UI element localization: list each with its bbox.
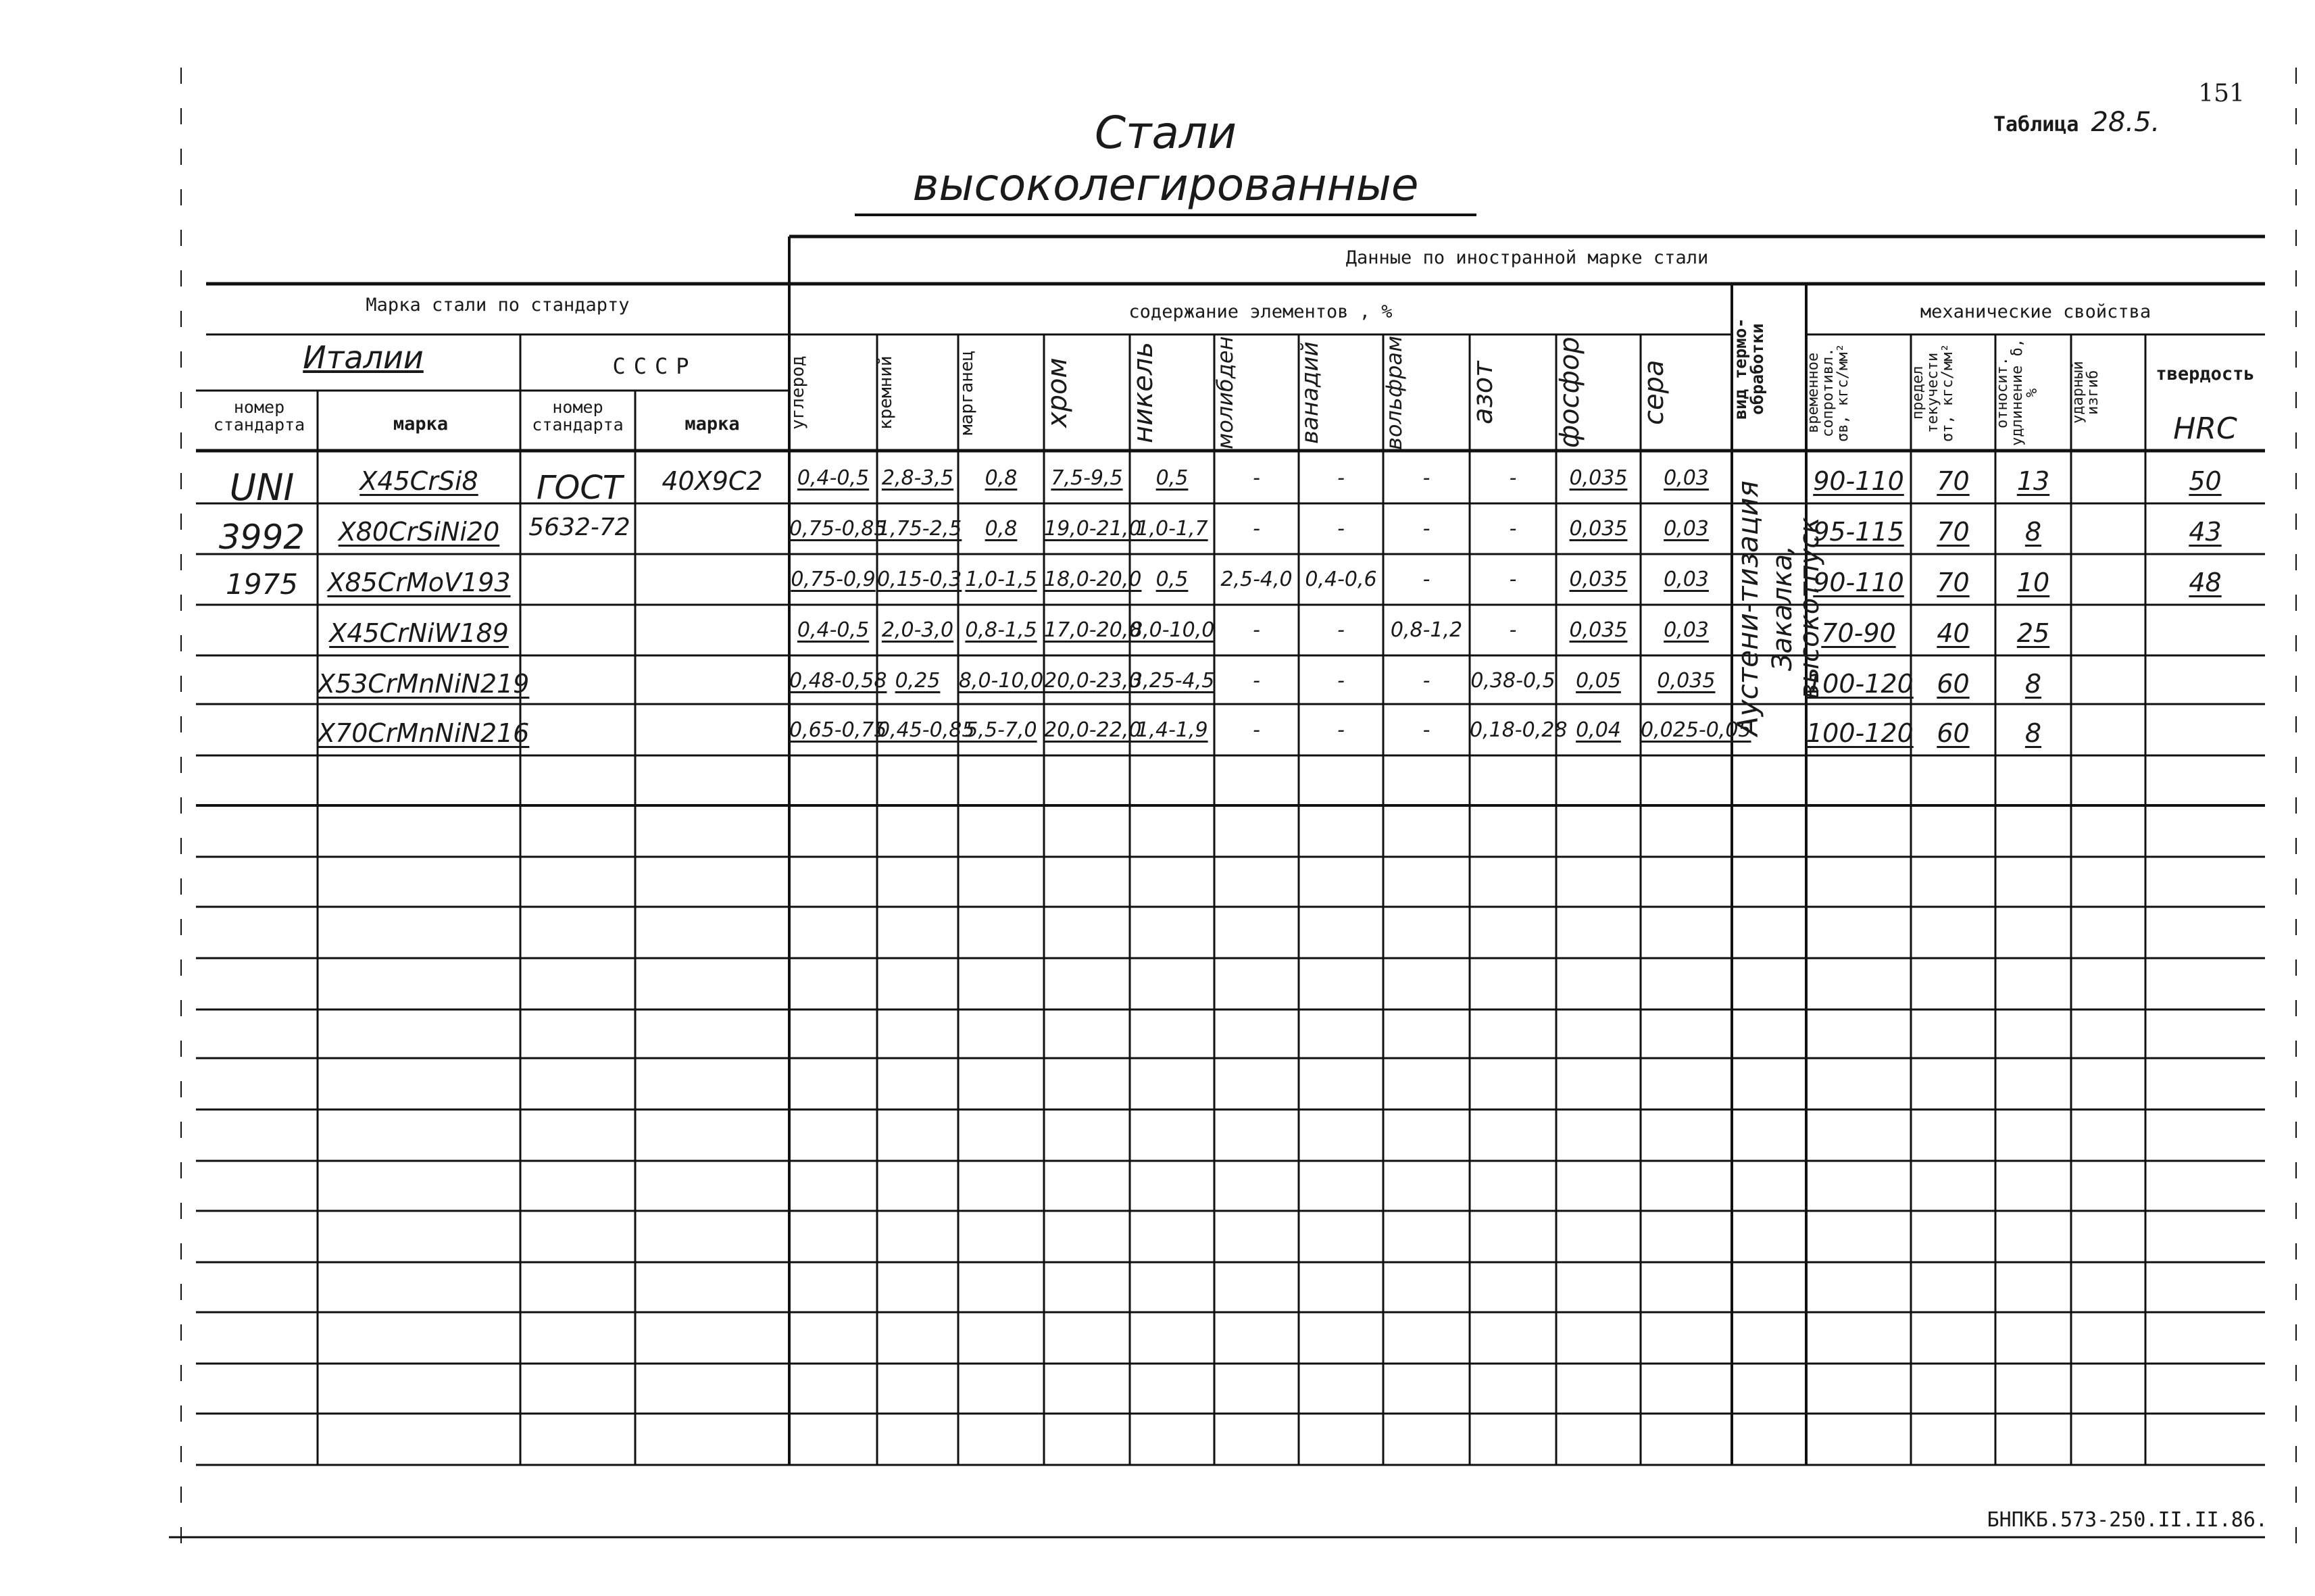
row-4-phosphorus: 0,035 <box>1569 618 1628 642</box>
row-4-nitrogen: - <box>1509 618 1517 642</box>
row-5-yield: 60 <box>1937 669 1970 699</box>
row-2-silicon: 1,75-2,5 <box>877 517 962 541</box>
row-4-vanadium: - <box>1337 618 1345 642</box>
row-3-molybdenum: 2,5-4,0 <box>1220 568 1293 591</box>
row-6-manganese: 5,5-7,0 <box>965 718 1037 742</box>
row-3-manganese: 1,0-1,5 <box>965 568 1037 591</box>
document-title: Стали высоколегированные <box>855 107 1476 216</box>
row-6-chromium: 20,0-22,0 <box>1044 718 1142 742</box>
row-5-grade: X53CrMnNiN219 <box>318 669 530 699</box>
row-3-grade: X85CrMoV193 <box>327 568 511 597</box>
row-2-molybdenum: - <box>1253 517 1260 541</box>
row-1-silicon: 2,8-3,5 <box>881 466 954 490</box>
row-1-grade: X45CrSi8 <box>359 466 478 496</box>
row-1-vanadium: - <box>1337 466 1345 490</box>
row-4-tensile: 70-90 <box>1821 618 1896 648</box>
heat-treatment-quench <box>1767 466 1825 750</box>
header-ussr-std-number: номер стандарта <box>532 397 624 435</box>
row-5-chromium: 20,0-23,0 <box>1044 669 1142 693</box>
row-3-tensile: 90-110 <box>1813 568 1904 597</box>
heat-treatment-part-3: Закалка, <box>1767 545 1798 671</box>
row-1-nickel: 0,5 <box>1155 466 1189 490</box>
row-6-elongation: 8 <box>2024 718 2042 748</box>
row-1-carbon: 0,4-0,5 <box>797 466 870 490</box>
row-5-silicon: 0,25 <box>895 669 941 693</box>
heat-treatment-part-1: Аустени- <box>1731 603 1764 736</box>
row-3-yield: 70 <box>1937 568 1970 597</box>
row-3-silicon: 0,15-0,3 <box>877 568 962 591</box>
header-silicon: кремний <box>876 355 896 430</box>
table-label: Таблица <box>1993 113 2079 136</box>
row-4-carbon: 0,4-0,5 <box>797 618 870 642</box>
header-chromium: хром <box>1042 357 1073 428</box>
row-3-tungsten: - <box>1422 568 1430 591</box>
row-4-yield: 40 <box>1937 618 1970 648</box>
row-3-vanadium: 0,4-0,6 <box>1305 568 1377 591</box>
row-2-phosphorus: 0,035 <box>1569 517 1628 541</box>
row-1-chromium: 7,5-9,5 <box>1051 466 1123 490</box>
row-4-chromium: 17,0-20,0 <box>1044 618 1142 642</box>
row-5-molybdenum: - <box>1253 669 1260 693</box>
row-2-hardness: 43 <box>2189 517 2222 547</box>
row-1-yield: 70 <box>1937 466 1970 496</box>
row-2-sulfur: 0,03 <box>1664 517 1709 541</box>
header-tensile: временное сопротивл. σв, кгс/мм² <box>1805 343 1851 442</box>
row-1-molybdenum: - <box>1253 466 1260 490</box>
row-4-nickel: 8,0-10,0 <box>1130 618 1215 642</box>
row-5-vanadium: - <box>1337 669 1345 693</box>
row-1-tensile: 90-110 <box>1813 466 1904 496</box>
row-3-phosphorus: 0,035 <box>1569 568 1628 591</box>
row-1-ussr-grade: 40Х9С2 <box>662 466 763 496</box>
header-molybdenum: молибден <box>1212 336 1238 449</box>
header-composition: содержание элементов , % <box>1128 301 1393 322</box>
header-impact: ударный изгиб <box>2070 361 2101 424</box>
row-3-sulfur: 0,03 <box>1664 568 1709 591</box>
row-3-hardness: 48 <box>2189 568 2222 597</box>
row-6-yield: 60 <box>1937 718 1970 748</box>
italy-standard-line-2: 3992 <box>218 518 305 557</box>
row-5-phosphorus: 0,05 <box>1576 669 1621 693</box>
row-2-yield: 70 <box>1937 517 1970 547</box>
row-4-tungsten: 0,8-1,2 <box>1390 618 1463 642</box>
row-5-tungsten: - <box>1422 669 1430 693</box>
row-2-tensile: 95-115 <box>1813 517 1904 547</box>
row-6-tensile: 100-120 <box>1806 718 1914 748</box>
row-5-manganese: 8,0-10,0 <box>958 669 1044 693</box>
row-1-tungsten: - <box>1422 466 1430 490</box>
footer-code: БНПКБ.573-250.II.II.86. <box>1987 1508 2268 1532</box>
row-4-sulfur: 0,03 <box>1664 618 1709 642</box>
row-6-grade: X70CrMnNiN216 <box>318 718 530 748</box>
header-manganese: марганец <box>957 350 977 435</box>
header-elongation: относит. удлинение δ, % <box>1994 339 2041 447</box>
row-3-chromium: 18,0-20,0 <box>1044 568 1142 591</box>
row-2-elongation: 8 <box>2024 517 2042 547</box>
header-italy-grade: марка <box>393 414 449 434</box>
row-1-nitrogen: - <box>1509 466 1517 490</box>
header-tungsten: вольфрам <box>1381 335 1407 450</box>
header-foreign-data: Данные по иностранной марке стали <box>1345 247 1709 268</box>
heat-treatment-austenitization <box>1731 466 1769 750</box>
row-4-molybdenum: - <box>1253 618 1260 642</box>
row-3-elongation: 10 <box>2016 568 2050 597</box>
row-3-nickel: 0,5 <box>1155 568 1189 591</box>
header-mechanical: механические свойства <box>1920 301 2151 322</box>
header-italy: Италии <box>303 339 424 376</box>
row-4-silicon: 2,0-3,0 <box>881 618 954 642</box>
row-6-carbon: 0,65-0,75 <box>789 718 887 742</box>
header-italy-std-number: номер стандарта <box>213 397 305 435</box>
row-5-sulfur: 0,035 <box>1657 669 1716 693</box>
row-2-carbon: 0,75-0,85 <box>789 517 887 541</box>
header-sulfur: сера <box>1639 359 1670 426</box>
row-6-phosphorus: 0,04 <box>1576 718 1621 742</box>
row-4-elongation: 25 <box>2016 618 2050 648</box>
row-1-elongation: 13 <box>2016 466 2050 496</box>
ussr-standard-line-1: ГОСТ <box>536 469 623 507</box>
row-2-vanadium: - <box>1337 517 1345 541</box>
row-2-manganese: 0,8 <box>985 517 1018 541</box>
row-2-grade: X80CrSiNi20 <box>338 517 500 547</box>
header-yield: предел текучести σт, кгс/мм² <box>1910 343 1956 442</box>
row-5-tensile: 100-120 <box>1806 669 1914 699</box>
header-carbon: углерод <box>788 355 808 430</box>
row-6-tungsten: - <box>1422 718 1430 742</box>
row-1-sulfur: 0,03 <box>1664 466 1709 490</box>
row-6-vanadium: - <box>1337 718 1345 742</box>
ussr-standard-line-2: 5632-72 <box>528 514 630 541</box>
header-hardness: твердость <box>2156 364 2255 384</box>
table-number: 28.5. <box>2091 107 2160 138</box>
header-nitrogen: азот <box>1468 361 1499 424</box>
row-1-manganese: 0,8 <box>985 466 1018 490</box>
row-2-tungsten: - <box>1422 517 1430 541</box>
row-2-nickel: 1,0-1,7 <box>1136 517 1208 541</box>
row-6-nickel: 1,4-1,9 <box>1136 718 1208 742</box>
row-3-nitrogen: - <box>1509 568 1517 591</box>
header-nickel: никель <box>1128 341 1159 444</box>
row-5-elongation: 8 <box>2024 669 2042 699</box>
heat-treatment-part-4: высокотпуск <box>1794 517 1825 699</box>
row-1-hardness: 50 <box>2189 466 2222 496</box>
page-number: 151 <box>2198 80 2245 107</box>
row-3-carbon: 0,75-0,9 <box>791 568 876 591</box>
row-5-nitrogen: 0,38-0,5 <box>1470 669 1555 693</box>
row-4-manganese: 0,8-1,5 <box>965 618 1037 642</box>
header-ussr: СССР <box>612 353 697 379</box>
row-2-nitrogen: - <box>1509 517 1517 541</box>
row-5-nickel: 3,25-4,5 <box>1130 669 1215 693</box>
row-5-carbon: 0,48-0,58 <box>789 669 887 693</box>
row-4-grade: X45CrNiW189 <box>329 618 509 648</box>
header-hardness-unit: HRC <box>2173 412 2237 446</box>
row-2-chromium: 19,0-21,0 <box>1044 517 1142 541</box>
heat-treatment-part-2: тизация <box>1731 480 1764 603</box>
italy-standard-line-1: UNI <box>229 466 295 509</box>
row-1-phosphorus: 0,035 <box>1569 466 1628 490</box>
header-standard: Марка стали по стандарту <box>366 295 630 316</box>
italy-standard-line-3: 1975 <box>226 568 298 601</box>
header-ussr-grade: марка <box>684 414 740 434</box>
row-6-nitrogen: 0,18-0,28 <box>1470 718 1568 742</box>
table-reference <box>1993 107 2160 138</box>
row-6-sulfur: 0,025-0,05 <box>1641 718 1751 742</box>
row-6-molybdenum: - <box>1253 718 1260 742</box>
header-phosphorus: фосфор <box>1554 336 1585 449</box>
header-heat-treatment: вид термо-обработки <box>1731 318 1767 420</box>
header-vanadium: ванадий <box>1297 341 1324 444</box>
row-6-silicon: 0,45-0,85 <box>877 718 975 742</box>
